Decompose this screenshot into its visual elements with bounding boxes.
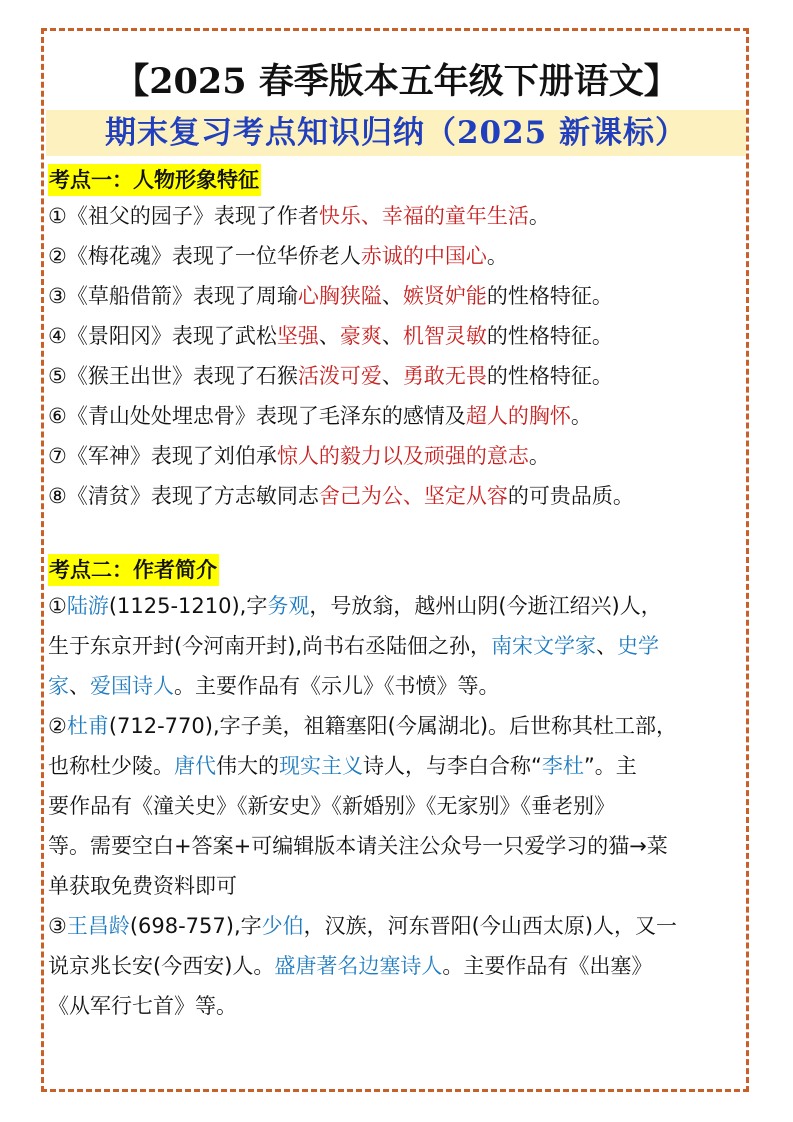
highlight-blue-text: 务观 bbox=[267, 594, 310, 618]
highlight-blue-text: 王昌龄 bbox=[66, 914, 130, 938]
highlight-red-text: 赤诚的中国心 bbox=[360, 244, 487, 268]
text-segment: ②《梅花魂》表现了一位华侨老人 bbox=[48, 244, 361, 268]
text-segment: ⑦《军神》表现了刘伯承 bbox=[48, 444, 277, 468]
text-segment: 诗人，与李白合称“ bbox=[363, 754, 542, 778]
text-segment: 、 bbox=[381, 284, 403, 308]
text-segment: 单获取免费资料即可 bbox=[48, 874, 237, 898]
highlight-blue-text: 南宋文学家 bbox=[491, 634, 597, 658]
highlight-red-text: 坚强 bbox=[276, 324, 319, 348]
text-segment: 。 bbox=[528, 444, 550, 468]
text-segment: 。主要作品有《出塞》 bbox=[442, 954, 653, 978]
page-title: 【2025 春季版本五年级下册语文】 bbox=[114, 61, 679, 102]
text-segment: 等。需要空白+答案+可编辑版本请关注公众号一只爱学习的猫→菜 bbox=[48, 834, 668, 858]
text-segment: 说京兆长安(今西安)人。 bbox=[48, 954, 275, 978]
text-segment: 、 bbox=[381, 364, 403, 388]
list-item-5 bbox=[48, 356, 748, 396]
text-segment: 、 bbox=[596, 634, 618, 658]
text-line-6 bbox=[48, 786, 748, 826]
text-line-4 bbox=[48, 706, 748, 746]
text-segment: 伟大的 bbox=[216, 754, 279, 778]
text-segment: 。 bbox=[528, 204, 550, 228]
text-segment: (712-770),字子美，祖籍塞阳(今属湖北)。后世称其杜工部， bbox=[108, 714, 678, 738]
text-segment: 。 bbox=[486, 244, 508, 268]
text-line-11 bbox=[48, 986, 748, 1026]
text-segment: 的可贵品质。 bbox=[507, 484, 634, 508]
text-line-9 bbox=[48, 906, 748, 946]
highlight-red-text: 心胸狭隘 bbox=[297, 284, 382, 308]
list-item-7 bbox=[48, 436, 748, 476]
text-segment: 也称杜少陵。 bbox=[48, 754, 174, 778]
text-segment: (698-757),字 bbox=[129, 914, 262, 938]
list-item-2 bbox=[48, 236, 748, 276]
text-line-7 bbox=[48, 826, 748, 866]
highlight-blue-text: 爱国诗人 bbox=[90, 674, 174, 698]
text-segment: ⑤《猴王出世》表现了石猴 bbox=[48, 364, 298, 388]
highlight-red-text: 超人的胸怀 bbox=[465, 404, 571, 428]
highlight-red-text: 机智灵敏 bbox=[402, 324, 487, 348]
highlight-blue-text: 陆游 bbox=[66, 594, 109, 618]
highlight-red-text: 舍己为公、坚定从容 bbox=[318, 484, 508, 508]
text-segment: 要作品有《潼关史》《新安史》《新婚别》《无家别》《垂老别》 bbox=[48, 794, 615, 818]
page-subtitle: 期末复习考点知识归纳（2025 新课标） bbox=[104, 115, 688, 151]
text-segment: ”。主 bbox=[583, 754, 637, 778]
highlight-blue-text: 李杜 bbox=[541, 754, 584, 778]
highlight-blue-text: 现实主义 bbox=[279, 754, 363, 778]
highlight-red-text: 快乐、幸福的童年生活 bbox=[318, 204, 529, 228]
text-segment: 的性格特征。 bbox=[486, 324, 613, 348]
highlight-blue-text: 盛唐著名边塞诗人 bbox=[274, 954, 443, 978]
highlight-blue-text: 唐代 bbox=[174, 754, 216, 778]
text-segment: ① bbox=[48, 594, 67, 618]
text-segment: ，号放翁，越州山阴(今逝江绍兴)人， bbox=[309, 594, 662, 618]
text-line-1 bbox=[48, 586, 748, 626]
highlight-blue-text: 少伯 bbox=[261, 914, 304, 938]
text-segment: ⑧《清贫》表现了方志敏同志 bbox=[48, 484, 319, 508]
text-segment: ③《草船借箭》表现了周瑜 bbox=[48, 284, 298, 308]
highlight-blue-text: 史学 bbox=[617, 634, 660, 658]
list-item-8 bbox=[48, 476, 748, 516]
list-item-1 bbox=[48, 196, 748, 236]
text-segment: 生于东京开封(今河南开封),尚书右丞陆佃之孙， bbox=[48, 634, 492, 658]
list-item-4 bbox=[48, 316, 748, 356]
section-2-text bbox=[48, 586, 748, 1026]
section-1-list bbox=[48, 196, 748, 516]
text-segment: ⑥《青山处处埋忠骨》表现了毛泽东的感情及 bbox=[48, 404, 466, 428]
highlight-red-text: 活泼可爱 bbox=[297, 364, 382, 388]
text-line-5 bbox=[48, 746, 748, 786]
text-segment: ①《祖父的园子》表现了作者 bbox=[48, 204, 319, 228]
text-segment: 。 bbox=[570, 404, 592, 428]
content bbox=[48, 164, 748, 1026]
text-segment: 、 bbox=[381, 324, 403, 348]
list-item-3 bbox=[48, 276, 748, 316]
text-segment: (1125-1210),字 bbox=[108, 594, 268, 618]
text-segment: 的性格特征。 bbox=[486, 364, 613, 388]
text-segment: ，汉族，河东晋阳(今山西太原)人，又一 bbox=[303, 914, 678, 938]
section-heading-2: 考点二：作者简介 bbox=[48, 554, 219, 586]
section-heading-1: 考点一：人物形象特征 bbox=[48, 164, 261, 196]
text-segment: 。主要作品有《示儿》《书愤》等。 bbox=[174, 674, 500, 698]
text-segment: 、 bbox=[69, 674, 90, 698]
text-segment: 《从军行七首》等。 bbox=[48, 994, 237, 1018]
text-segment: ② bbox=[48, 714, 67, 738]
text-segment: ③ bbox=[48, 914, 67, 938]
highlight-red-text: 惊人的毅力以及顽强的意志 bbox=[276, 444, 529, 468]
highlight-blue-text: 杜甫 bbox=[66, 714, 109, 738]
text-line-10 bbox=[48, 946, 748, 986]
highlight-red-text: 豪爽 bbox=[339, 324, 382, 348]
subtitle-band bbox=[46, 110, 746, 156]
text-line-8 bbox=[48, 866, 748, 906]
highlight-blue-text: 家 bbox=[48, 674, 69, 698]
text-segment: 的性格特征。 bbox=[486, 284, 613, 308]
highlight-red-text: 嫉贤妒能 bbox=[402, 284, 487, 308]
text-segment: ④《景阳冈》表现了武松 bbox=[48, 324, 277, 348]
text-line-2 bbox=[48, 626, 748, 666]
text-line-3 bbox=[48, 666, 748, 706]
highlight-red-text: 勇敢无畏 bbox=[402, 364, 487, 388]
text-segment: 、 bbox=[318, 324, 340, 348]
list-item-6 bbox=[48, 396, 748, 436]
